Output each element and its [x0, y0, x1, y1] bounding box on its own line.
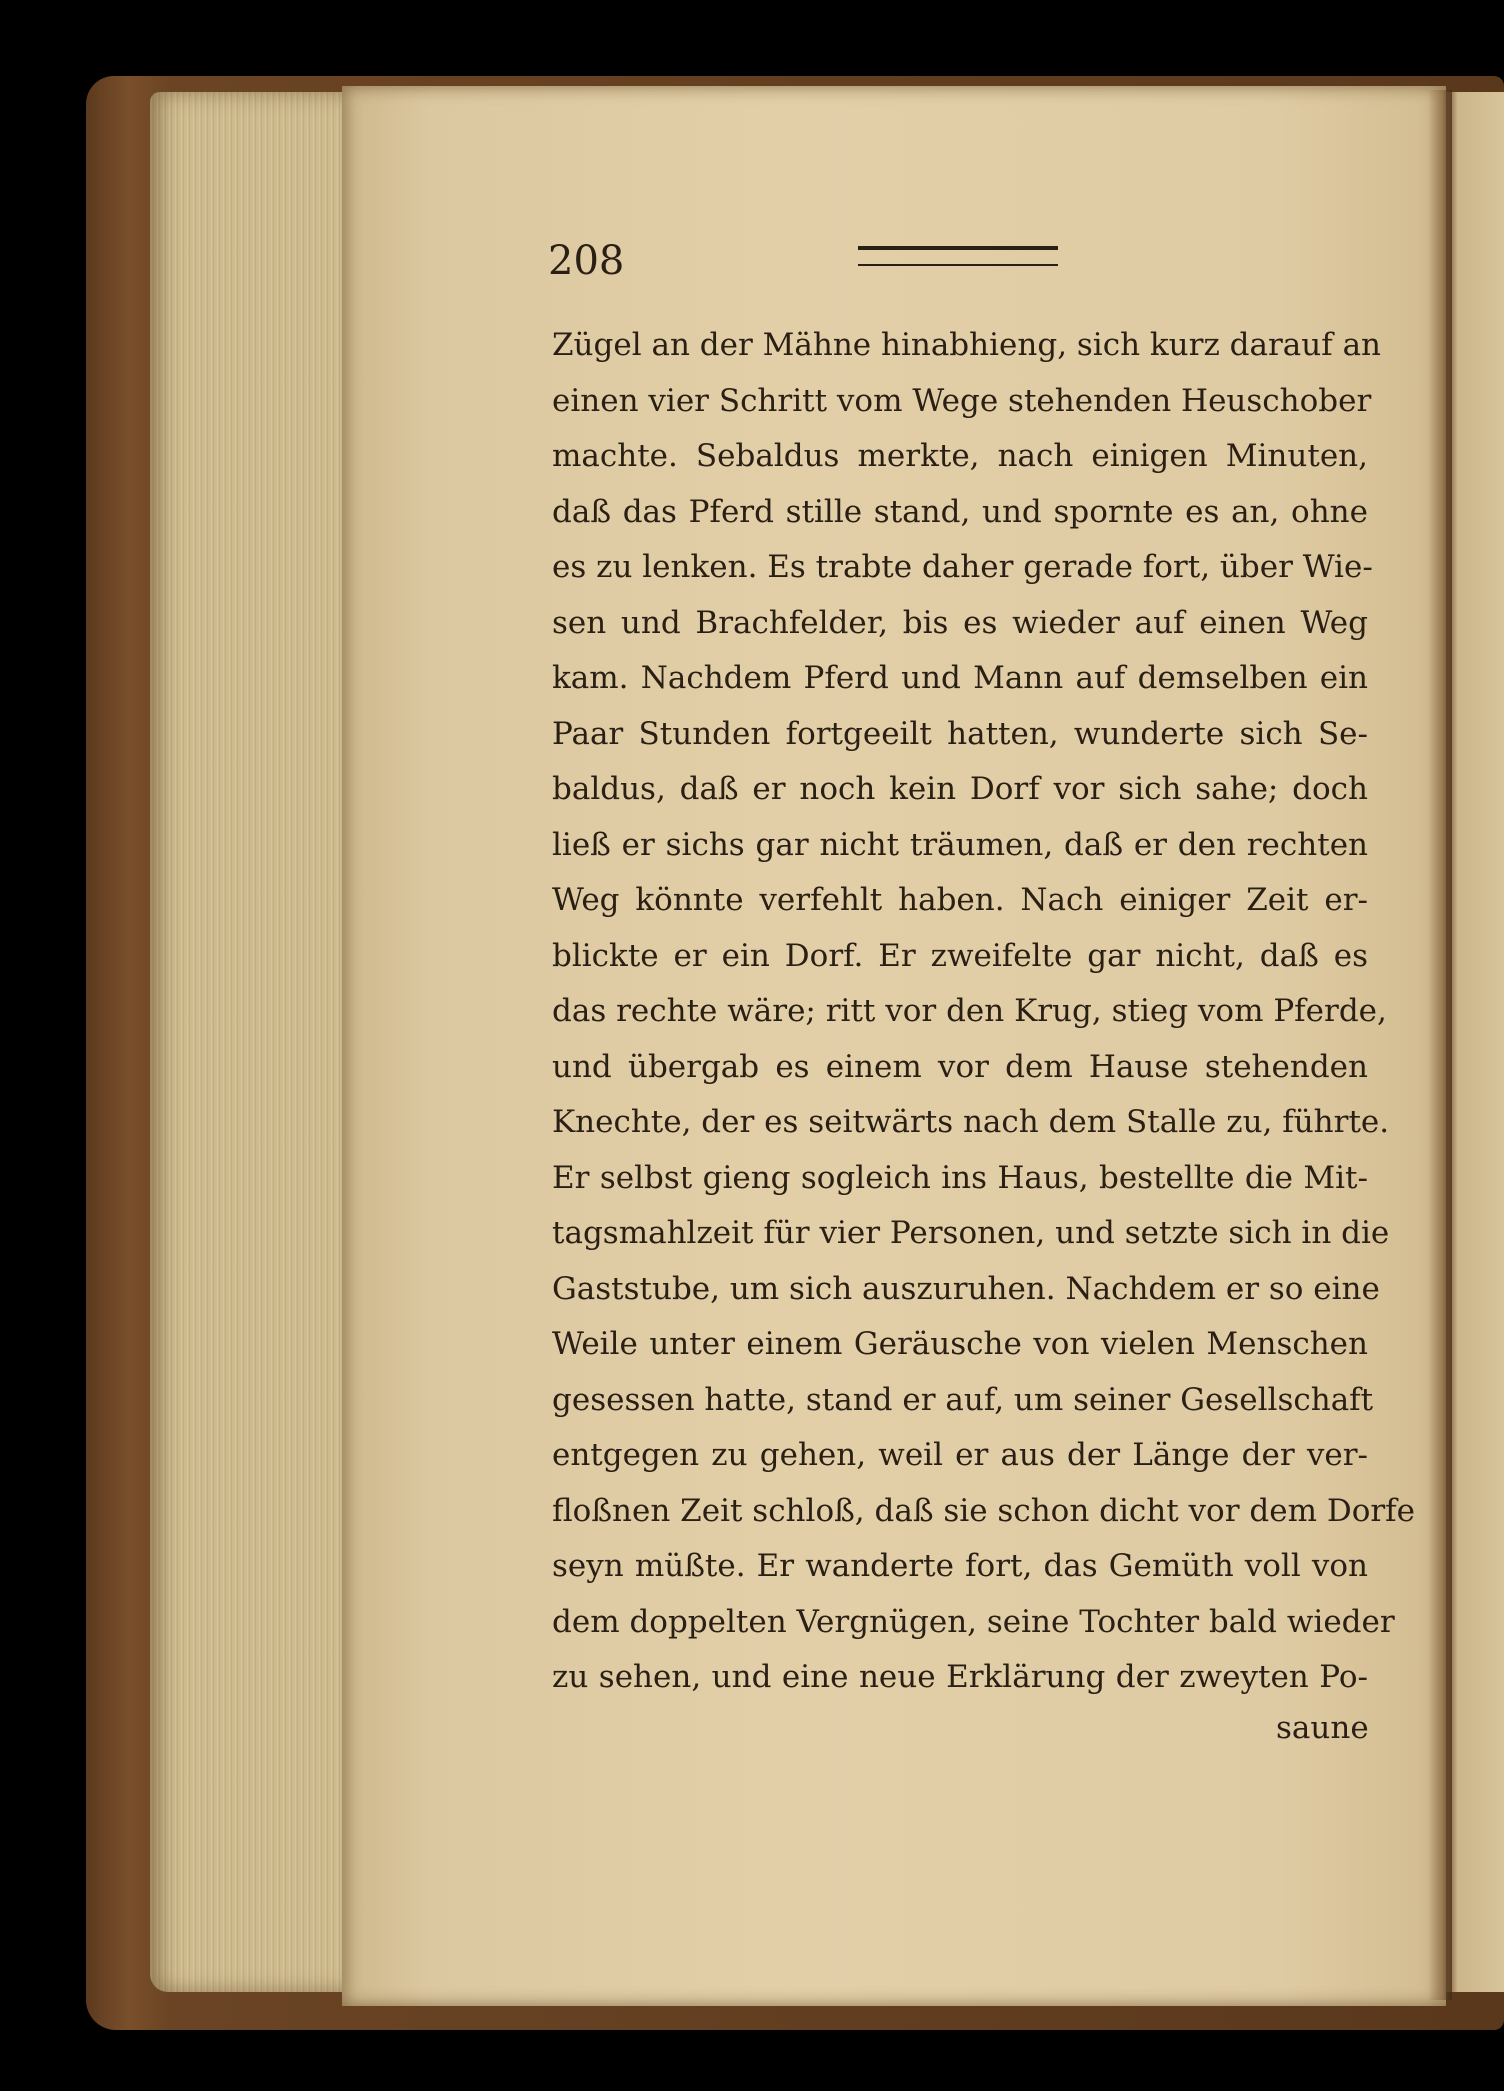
text-line: zu sehen, und eine neue Erklärung der zweyten Po- — [552, 1659, 1368, 1695]
text-line: entgegen zu gehen, weil er aus der Länge der ver- — [552, 1437, 1368, 1473]
page-number: 208 — [548, 238, 625, 284]
catchword: saune — [1276, 1710, 1369, 1746]
text-line: floßnen Zeit schloß, daß sie schon dicht vor dem Dorfe — [552, 1492, 1415, 1529]
text-line: baldus, daß er noch kein Dorf vor sich sahe; doch — [552, 771, 1368, 807]
text-line: Weg könnte verfehlt haben. Nach einiger Zeit er- — [552, 882, 1368, 918]
text-line: Gaststube, um sich auszuruhen. Nachdem er so eine — [552, 1270, 1380, 1307]
text-line: und übergab es einem vor dem Hause stehenden — [552, 1048, 1368, 1085]
text-line: ließ er sichs gar nicht träumen, daß er den rechten — [552, 826, 1368, 863]
text-line: gesessen hatte, stand er auf, um seiner Gesellschaft — [552, 1381, 1374, 1418]
text-line: Paar Stunden fortgeeilt hatten, wunderte sich Se- — [552, 715, 1368, 752]
book-gutter — [1428, 90, 1452, 2000]
text-line: tagsmahlzeit für vier Personen, und setzte sich in die — [552, 1215, 1390, 1251]
text-line: es zu lenken. Es trabte daher gerade fort, über Wie- — [552, 549, 1373, 585]
text-line: daß das Pferd stille stand, und spornte es an, ohne — [552, 493, 1368, 530]
body-text — [552, 318, 1415, 1706]
header-rule — [858, 246, 1058, 266]
page-block-edge — [150, 92, 350, 1992]
text-line: einen vier Schritt vom Wege stehenden Heuschober — [552, 382, 1372, 419]
text-line: Knechte, der es seitwärts nach dem Stalle zu, führte. — [552, 1104, 1390, 1140]
text-line: Er selbst gieng sogleich ins Haus, bestellte die Mit- — [552, 1159, 1368, 1196]
text-line: Weile unter einem Geräusche von vielen Menschen — [552, 1326, 1368, 1362]
text-line: sen und Brachfelder, bis es wieder auf einen Weg — [552, 604, 1368, 641]
text-line: seyn müßte. Er wanderte fort, das Gemüth voll von — [552, 1548, 1368, 1584]
text-line: kam. Nachdem Pferd und Mann auf demselben ein — [552, 660, 1368, 696]
text-line: machte. Sebaldus merkte, nach einigen Minuten, — [552, 438, 1368, 474]
text-line: dem doppelten Vergnügen, seine Tochter bald wieder — [552, 1603, 1395, 1640]
text-line: blickte er ein Dorf. Er zweifelte gar nicht, daß es — [552, 937, 1368, 974]
text-line: das rechte wäre; ritt vor den Krug, stieg vom Pferde, — [552, 993, 1387, 1029]
text-line: Zügel an der Mähne hinabhieng, sich kurz darauf an — [552, 327, 1382, 363]
facing-page-edge — [1446, 92, 1504, 1992]
